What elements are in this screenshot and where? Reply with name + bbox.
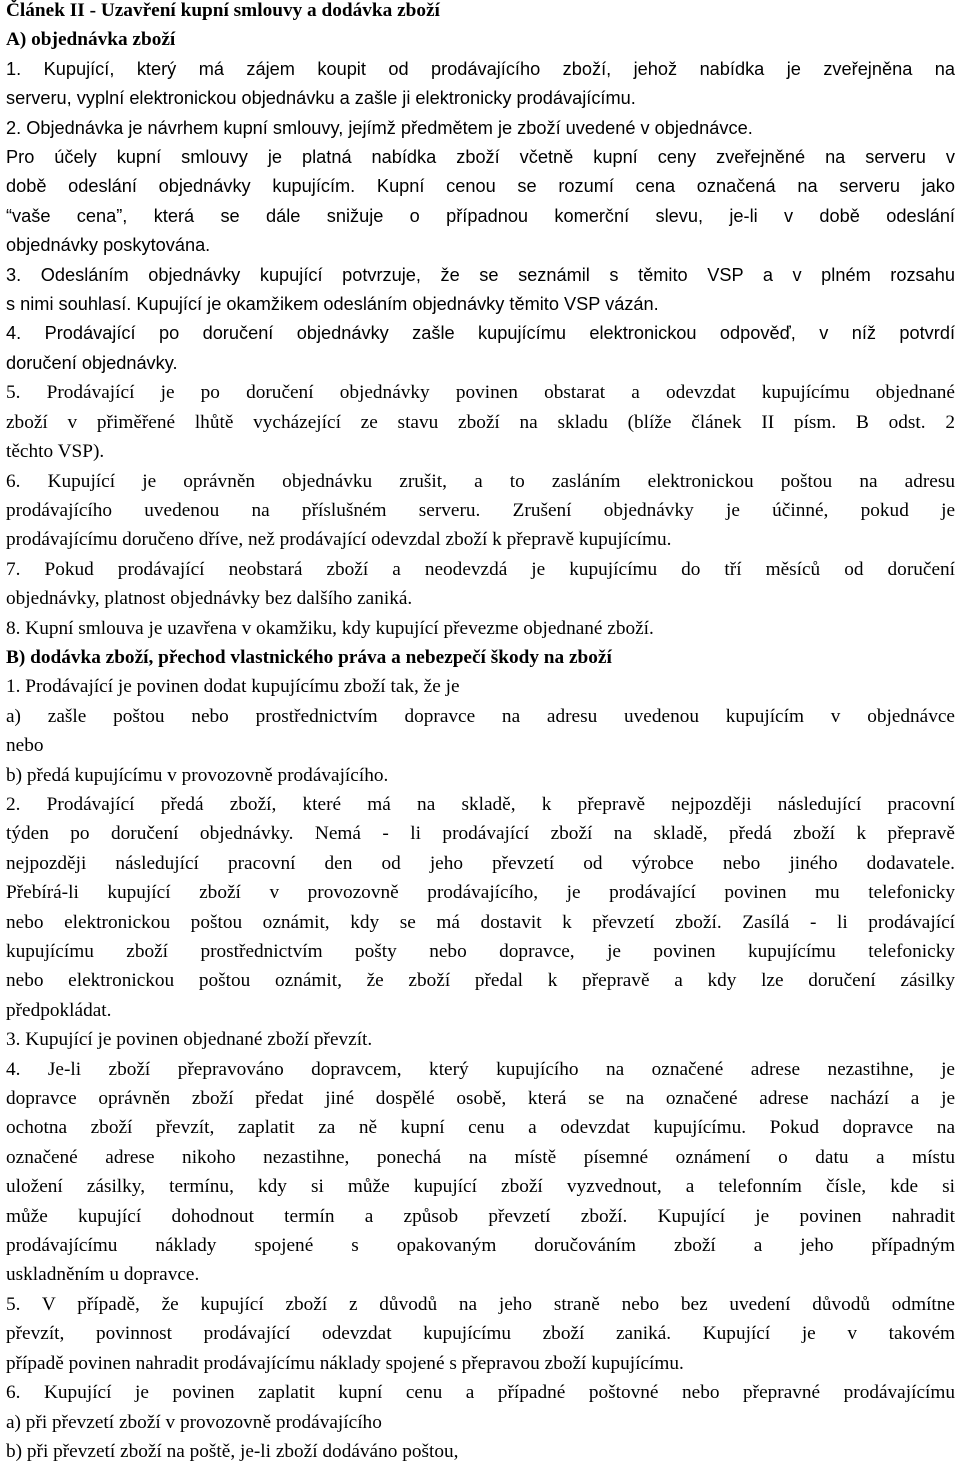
text-line: 4. Prodávající po doručení objednávky zašle kupujícímu elektronickou odpověď, v níž potvrdí	[6, 323, 955, 344]
text-line: 7. Pokud prodávající neobstará zboží a neodevzdá je kupujícímu do tří měsíců od doručení	[6, 558, 955, 580]
text-line: nebo	[6, 735, 44, 757]
text-line: objednávky poskytována.	[6, 235, 211, 256]
text-line: prodávajícímu náklady spojené s opakovaným doručováním zboží a jeho případným	[6, 1235, 955, 1257]
text-line: objednávky, platnost objednávky bez dalšího zaniká.	[6, 588, 413, 610]
text-line: Přebírá-li kupující zboží v provozovně prodávajícího, je prodávající povinen mu telefonicky	[6, 882, 955, 904]
text-line: a) při převzetí zboží v provozovně prodávajícího	[6, 1411, 382, 1433]
text-line: 8. Kupní smlouva je uzavřena v okamžiku, kdy kupující převezme objednané zboží.	[6, 617, 654, 639]
text-line: prodávajícímu doručeno dříve, než prodávající odevzdal zboží k přepravě kupujícímu.	[6, 529, 672, 551]
section-b-heading: B) dodávka zboží, přechod vlastnického práva a nebezpečí škody na zboží	[6, 646, 612, 668]
text-line: předpokládat.	[6, 999, 112, 1021]
text-line: uskladněním u dopravce.	[6, 1264, 200, 1286]
text-line: nejpozději následující pracovní den od jeho převzetí od výrobce nebo jiného dodavatele.	[6, 852, 955, 874]
text-line: týden po doručení objednávky. Nemá - li prodávající zboží na skladě, předá zboží k přepravě	[6, 823, 955, 845]
text-line: 3. Kupující je povinen objednané zboží převzít.	[6, 1029, 373, 1051]
text-line: s nimi souhlasí. Kupující je okamžikem odesláním objednávky těmito VSP vázán.	[6, 294, 659, 315]
text-line: uložení zásilky, termínu, kdy si může kupující zboží vyzvednout, a telefonním čísle, kde si	[6, 1176, 955, 1198]
text-line: serveru, vyplní elektronickou objednávku a zašle ji elektronicky prodávajícímu.	[6, 88, 636, 109]
text-line: 2. Objednávka je návrhem kupní smlouvy, jejímž předmětem je zboží uvedené v objednávce.	[6, 117, 753, 138]
text-line: 6. Kupující je oprávněn objednávku zrušit, a to zasláním elektronickou poštou na adresu	[6, 470, 955, 492]
text-line: a) zašle poštou nebo prostřednictvím dopravce na adresu uvedenou kupujícím v objednávce	[6, 705, 955, 727]
text-line: převzít, povinnost prodávající odevzdat kupujícímu zboží zaniká. Kupující je v takovém	[6, 1323, 955, 1345]
text-line: době odeslání objednávky kupujícím. Kupní cenou se rozumí cena označená na serveru jako	[6, 176, 955, 197]
text-line: nebo elektronickou poštou oznámit, že zboží předal k přepravě a kdy lze doručení zásilky	[6, 970, 955, 992]
text-line: dopravce oprávněn zboží předat jiné dospělé osobě, která se na označené adrese nachází a je	[6, 1088, 955, 1110]
text-line: doručení objednávky.	[6, 352, 178, 373]
text-line: 1. Prodávající je povinen dodat kupujícímu zboží tak, že je	[6, 676, 460, 698]
text-line: prodávajícího uvedenou na příslušném serveru. Zrušení objednávky je účinné, pokud je	[6, 499, 955, 521]
text-line: “vaše cena”, která se dále snižuje o případnou komerční slevu, je-li v době odeslání	[6, 205, 955, 226]
text-line: případě povinen nahradit prodávajícímu náklady spojené s přepravou zboží kupujícímu.	[6, 1352, 684, 1374]
text-line: 3. Odesláním objednávky kupující potvrzuje, že se seznámil s těmito VSP a v plném rozsahu	[6, 264, 955, 285]
text-line: 2. Prodávající předá zboží, které má na skladě, k přepravě nejpozději následující pracovní	[6, 793, 955, 815]
text-line: 1. Kupující, který má zájem koupit od prodávajícího zboží, jehož nabídka je zveřejněna na	[6, 58, 955, 79]
text-line: zboží v přiměřené lhůtě vycházející ze stavu zboží na skladu (blíže článek II písm. B odst. 2	[6, 411, 955, 433]
text-line: ochotna zboží převzít, zaplatit za ně kupní cenu a odevzdat kupujícímu. Pokud dopravce na	[6, 1117, 955, 1139]
text-line: b) při převzetí zboží na poště, je-li zboží dodáváno poštou,	[6, 1440, 459, 1462]
text-line: 5. Prodávající je po doručení objednávky povinen obstarat a odevzdat kupujícímu objednané	[6, 382, 955, 404]
section-a-heading: A) objednávka zboží	[6, 29, 176, 51]
text-line: 6. Kupující je povinen zaplatit kupní cenu a případné poštovné nebo přepravné prodávajícímu	[6, 1382, 955, 1404]
text-line: nebo elektronickou poštou oznámit, kdy se má dostavit k převzetí zboží. Zasílá - li prodávající	[6, 911, 955, 933]
text-line: kupujícímu zboží prostřednictvím pošty nebo dopravce, je povinen kupujícímu telefonicky	[6, 941, 955, 962]
text-line: těchto VSP).	[6, 441, 105, 463]
text-line: Pro účely kupní smlouvy je platná nabídka zboží včetně kupní ceny zveřejněné na serveru v	[6, 147, 955, 168]
text-line: 4. Je-li zboží přepravováno dopravcem, který kupujícího na označené adrese nezastihne, je	[6, 1058, 955, 1080]
text-line: 5. V případě, že kupující zboží z důvodů na jeho straně nebo bez uvedení důvodů odmítne	[6, 1293, 955, 1315]
article-heading: Článek II - Uzavření kupní smlouvy a dodávka zboží	[6, 0, 440, 21]
text-line: b) předá kupujícímu v provozovně prodávajícího.	[6, 764, 389, 786]
text-line: označené adrese nikoho nezastihne, ponechá na místě písemné oznámení o datu a místu	[6, 1146, 955, 1168]
text-line: může kupující dohodnout termín a způsob převzetí zboží. Kupující je povinen nahradit	[6, 1205, 955, 1227]
